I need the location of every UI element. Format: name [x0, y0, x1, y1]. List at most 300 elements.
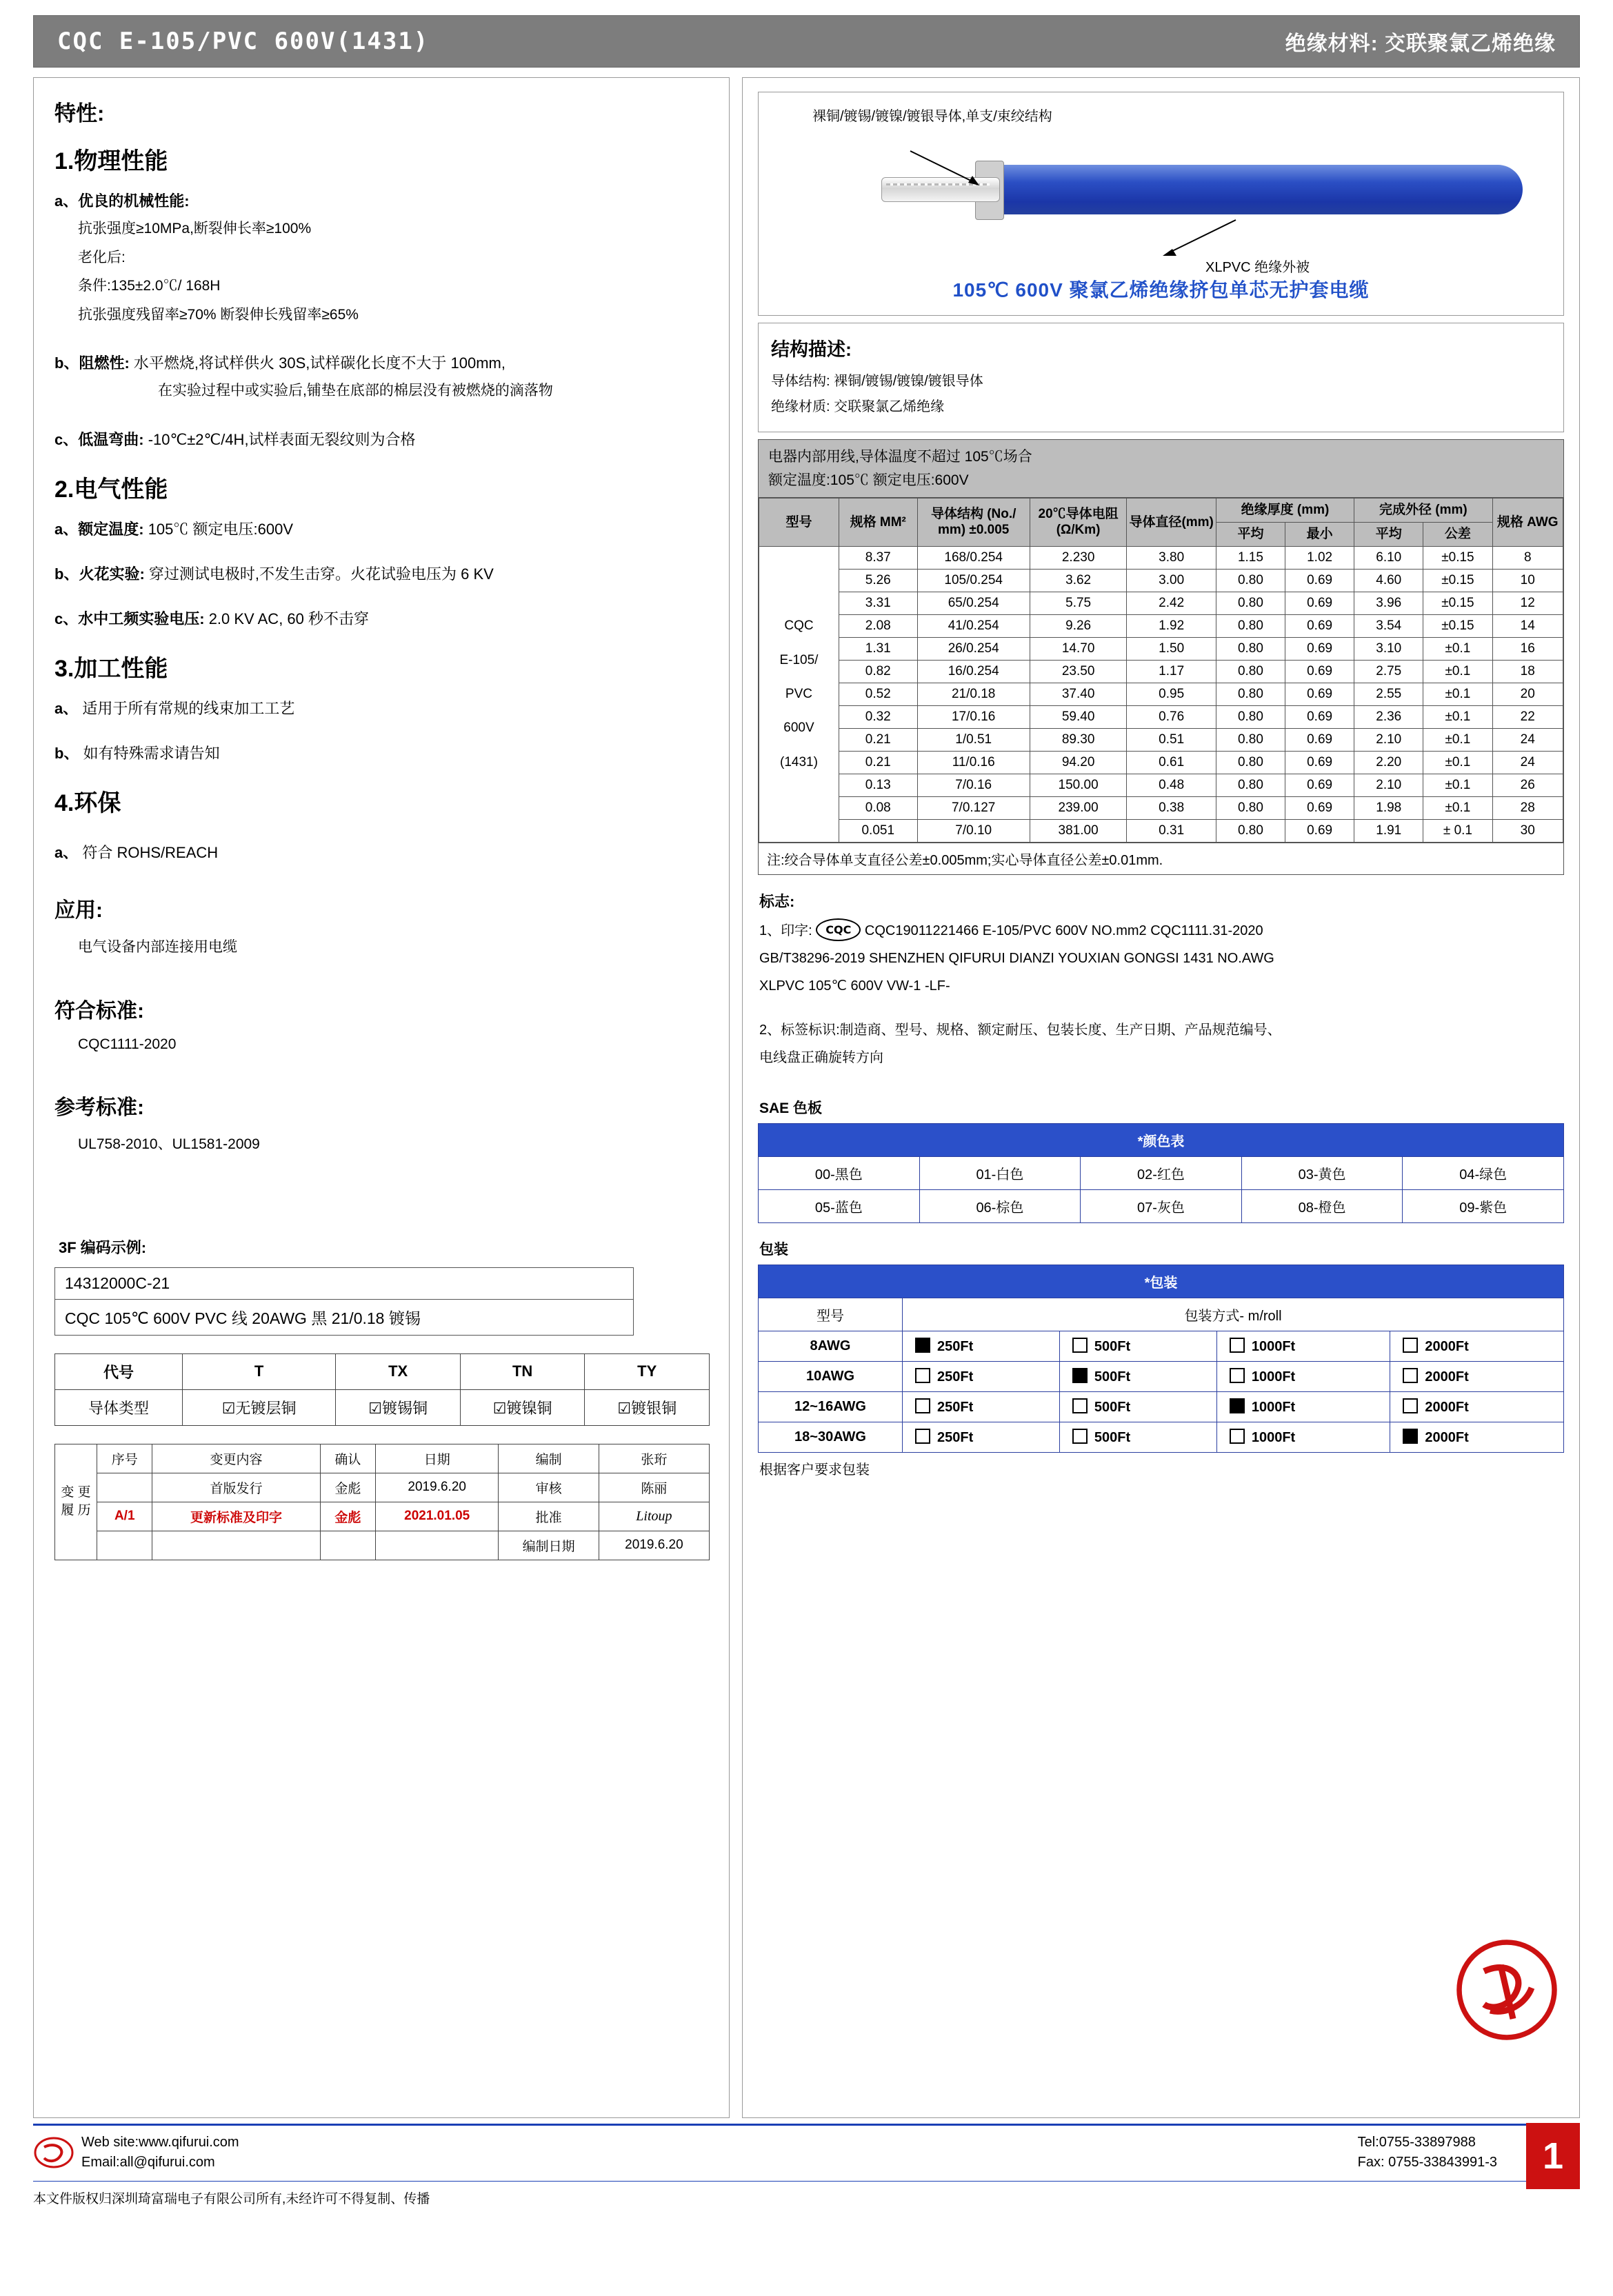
packaging-title: 包装	[759, 1241, 788, 1258]
spec-outer-avg: 2.36	[1354, 705, 1423, 728]
rev-blank-4	[376, 1531, 499, 1560]
table-row	[759, 1391, 1564, 1422]
footer-logo-icon	[33, 2136, 74, 2169]
spec-awg: 16	[1492, 637, 1563, 660]
packaging-option[interactable]: 500Ft	[1059, 1361, 1216, 1391]
spec-h-conductor: 导体结构 (No./ mm) ±0.005	[917, 499, 1030, 547]
footer-contact-right	[1358, 2133, 1497, 2173]
spec-conductor: 7/0.127	[917, 796, 1030, 819]
spec-outer-avg: 1.98	[1354, 796, 1423, 819]
spec-awg: 24	[1492, 728, 1563, 751]
table-row	[55, 1444, 710, 1473]
packaging-option[interactable]: 250Ft	[903, 1391, 1060, 1422]
structure-box	[758, 323, 1564, 432]
section-physical-title: 1.物理性能	[54, 148, 168, 174]
code-example-line1: 14312000C-21	[55, 1268, 633, 1300]
spec-diameter: 0.76	[1127, 705, 1216, 728]
processing-a	[54, 697, 711, 718]
table-row	[55, 1353, 710, 1389]
spec-outer-tol: ± 0.1	[1423, 819, 1492, 842]
spec-size: 0.52	[839, 683, 917, 705]
spec-thickness-avg: 0.80	[1216, 728, 1285, 751]
spec-table	[759, 498, 1563, 843]
environment-a-label: a、	[54, 843, 79, 861]
rev-header-no: 序号	[97, 1444, 152, 1473]
spec-diameter: 3.00	[1127, 569, 1216, 592]
spec-thickness-avg: 0.80	[1216, 614, 1285, 637]
rev-row1-no: A/1	[97, 1502, 152, 1531]
rev-blank-2	[152, 1531, 320, 1560]
code-header-1: T	[182, 1353, 335, 1389]
table-row	[55, 1389, 710, 1425]
environment-a	[54, 841, 711, 863]
left-column	[33, 77, 730, 2118]
spec-footnote: 注:绞合导体单支直径公差±0.005mm;实心导体直径公差±0.01mm.	[759, 843, 1563, 874]
rev-header-confirm: 确认	[320, 1444, 375, 1473]
packaging-option[interactable]: 1000Ft	[1216, 1331, 1390, 1361]
conductor-type-tn[interactable]: ☑镀镍铜	[460, 1389, 585, 1425]
packaging-option[interactable]: 2000Ft	[1390, 1331, 1564, 1361]
packaging-col-model: 型号	[759, 1298, 903, 1331]
spec-outer-avg: 4.60	[1354, 569, 1423, 592]
packaging-option[interactable]: 2000Ft	[1390, 1361, 1564, 1391]
spec-outer-avg: 2.75	[1354, 660, 1423, 683]
spec-resistance: 150.00	[1030, 774, 1127, 796]
sae-title: SAE 色板	[759, 1100, 823, 1116]
spec-resistance: 239.00	[1030, 796, 1127, 819]
spec-size: 8.37	[839, 546, 917, 569]
conductor-type-ty[interactable]: ☑镀银铜	[585, 1389, 710, 1425]
sae-color-02: 02-红色	[1081, 1156, 1242, 1189]
rev-last-role: 编制日期	[499, 1531, 599, 1560]
physical-a-line4: 抗张强度残留率≥70% 断裂伸长残留率≥65%	[78, 306, 359, 323]
spec-awg: 28	[1492, 796, 1563, 819]
table-header-row	[759, 1265, 1564, 1298]
spec-outer-avg: 3.10	[1354, 637, 1423, 660]
footer-website[interactable]: Web site:www.qifurui.com	[81, 2135, 239, 2150]
spec-size: 0.08	[839, 796, 917, 819]
marking-line5: 电线盘正确旋转方向	[759, 1049, 883, 1065]
section-processing-title: 3.加工性能	[54, 655, 168, 682]
packaging-option[interactable]: 2000Ft	[1390, 1391, 1564, 1422]
packaging-body	[759, 1331, 1564, 1452]
packaging-model: 12~16AWG	[759, 1391, 903, 1422]
spec-outer-avg: 2.55	[1354, 683, 1423, 705]
physical-c-label: c、低温弯曲:	[54, 430, 144, 448]
spec-resistance: 94.20	[1030, 751, 1127, 774]
spec-conductor: 21/0.18	[917, 683, 1030, 705]
table-row	[55, 1502, 710, 1531]
spec-outer-avg: 3.54	[1354, 614, 1423, 637]
spec-thickness-avg: 0.80	[1216, 660, 1285, 683]
reference-title: 参考标准:	[54, 1096, 144, 1119]
structure-title: 结构描述:	[771, 339, 852, 360]
marking-line1	[759, 918, 1564, 943]
spec-outer-avg: 1.91	[1354, 819, 1423, 842]
rev-last-date: 2019.6.20	[599, 1531, 709, 1560]
table-header-row	[759, 499, 1563, 523]
spec-resistance: 3.62	[1030, 569, 1127, 592]
spec-thickness-avg: 1.15	[1216, 546, 1285, 569]
spec-table-body	[759, 546, 1563, 842]
table-row	[759, 728, 1563, 751]
spec-diameter: 0.51	[1127, 728, 1216, 751]
spec-table-wrap	[758, 439, 1564, 875]
spec-h-avg2: 平均	[1354, 522, 1423, 546]
rev-row0-confirm: 金彪	[320, 1473, 375, 1502]
spec-outer-tol: ±0.1	[1423, 774, 1492, 796]
sae-color-09: 09-紫色	[1403, 1189, 1564, 1222]
table-row	[759, 774, 1563, 796]
spec-conductor: 11/0.16	[917, 751, 1030, 774]
table-row	[759, 819, 1563, 842]
footer-fax: Fax: 0755-33843991-3	[1357, 2155, 1497, 2170]
spec-outer-avg: 2.20	[1354, 751, 1423, 774]
marking-line3: XLPVC 105℃ 600V VW-1 -LF-	[759, 978, 950, 994]
environment-a-text: 符合 ROHS/REACH	[82, 843, 219, 861]
sae-color-05: 05-蓝色	[759, 1189, 920, 1222]
electrical-c	[54, 607, 711, 629]
sae-color-04: 04-绿色	[1403, 1156, 1564, 1189]
packaging-note: 根据客户要求包装	[759, 1462, 870, 1478]
spec-awg: 22	[1492, 705, 1563, 728]
spec-thickness-min: 0.69	[1285, 705, 1354, 728]
footer-contact-left	[33, 2133, 239, 2173]
table-header-row	[759, 1123, 1564, 1156]
packaging-option[interactable]: 1000Ft	[1216, 1422, 1390, 1452]
marking-line4: 2、标签标识:制造商、型号、规格、额定耐压、包装长度、生产日期、产品规范编号、	[759, 1022, 1281, 1038]
spec-thickness-avg: 0.80	[1216, 774, 1285, 796]
packaging-model: 18~30AWG	[759, 1422, 903, 1452]
reference-text: UL758-2010、UL1581-2009	[78, 1136, 260, 1152]
spec-thickness-avg: 0.80	[1216, 637, 1285, 660]
physical-c-text: -10℃±2℃/4H,试样表面无裂纹则为合格	[148, 430, 416, 448]
spec-size: 0.21	[839, 751, 917, 774]
sae-color-table	[758, 1123, 1564, 1223]
spec-h-min1: 最小	[1285, 522, 1354, 546]
sae-header: *颜色表	[759, 1123, 1564, 1156]
spec-thickness-min: 0.69	[1285, 569, 1354, 592]
table-row	[759, 546, 1563, 569]
spec-h-model: 型号	[759, 499, 839, 547]
rev-blank-3	[320, 1531, 375, 1560]
spec-h-resistance: 20℃导体电阻 (Ω/Km)	[1030, 499, 1127, 547]
code-header-3: TN	[460, 1353, 585, 1389]
spec-outer-tol: ±0.1	[1423, 728, 1492, 751]
electrical-b	[54, 563, 711, 584]
table-row	[759, 705, 1563, 728]
datasheet-page	[0, 15, 1613, 2296]
electrical-b-text: 穿过测试电极时,不发生击穿。火花试验电压为 6 KV	[148, 565, 494, 583]
cable-jacket	[985, 165, 1523, 214]
spec-diameter: 3.80	[1127, 546, 1216, 569]
application-title: 应用:	[54, 898, 103, 922]
cable-sheath-label: XLPVC 绝缘外被	[1205, 260, 1310, 275]
electrical-a	[54, 518, 711, 539]
spec-outer-tol: ±0.15	[1423, 614, 1492, 637]
spec-thickness-avg: 0.80	[1216, 819, 1285, 842]
spec-outer-tol: ±0.15	[1423, 592, 1492, 614]
right-column	[742, 77, 1580, 2118]
footer-copyright: 本文件版权归深圳琦富瑞电子有限公司所有,未经许可不得复制、传播	[33, 2181, 1580, 2207]
revision-history-table	[54, 1444, 710, 1560]
spec-awg: 14	[1492, 614, 1563, 637]
footer-email[interactable]: Email:all@qifurui.com	[81, 2155, 215, 2170]
sae-color-07: 07-灰色	[1081, 1189, 1242, 1222]
rev-row0-name: 陈丽	[599, 1473, 709, 1502]
table-row	[55, 1473, 710, 1502]
spec-conductor: 7/0.10	[917, 819, 1030, 842]
cable-conductor-label: 裸铜/镀锡/镀镍/镀银导体,单支/束绞结构	[812, 109, 1052, 124]
marking-line2: GB/T38296-2019 SHENZHEN QIFURUI DIANZI YOUXIAN GONGSI 1431 NO.AWG	[759, 950, 1274, 966]
code-header-4: TY	[585, 1353, 710, 1389]
table-row	[759, 796, 1563, 819]
spec-resistance: 14.70	[1030, 637, 1127, 660]
spec-awg: 10	[1492, 569, 1563, 592]
spec-outer-tol: ±0.1	[1423, 683, 1492, 705]
marking-print-label: 1、印字:	[759, 923, 812, 938]
packaging-model: 10AWG	[759, 1361, 903, 1391]
packaging-header: *包装	[759, 1265, 1564, 1298]
spec-resistance: 23.50	[1030, 660, 1127, 683]
spec-outer-avg: 2.10	[1354, 774, 1423, 796]
code-example-box	[54, 1267, 634, 1336]
spec-h-outer: 完成外径 (mm)	[1354, 499, 1492, 523]
processing-b-label: b、	[54, 744, 79, 762]
physical-c	[54, 428, 711, 450]
rev-row1-date: 2021.01.05	[376, 1502, 499, 1531]
sae-color-08: 08-橙色	[1241, 1189, 1403, 1222]
packaging-option[interactable]: 500Ft	[1059, 1391, 1216, 1422]
spec-h-tol2: 公差	[1423, 522, 1492, 546]
spec-resistance: 89.30	[1030, 728, 1127, 751]
packaging-option[interactable]: 1000Ft	[1216, 1361, 1390, 1391]
spec-model-cell: CQC E-105/ PVC 600V (1431)	[759, 546, 839, 842]
rev-row0-no	[97, 1473, 152, 1502]
conductor-type-t[interactable]: ☑无镀层铜	[182, 1389, 335, 1425]
cable-illustration-box	[758, 92, 1564, 316]
electrical-a-label: a、额定温度:	[54, 520, 144, 538]
spec-diameter: 1.17	[1127, 660, 1216, 683]
rev-row1-signature: Litoup	[599, 1502, 709, 1531]
processing-a-label: a、	[54, 699, 79, 717]
rev-header-content: 变更内容	[152, 1444, 320, 1473]
rev-row0-date: 2019.6.20	[376, 1473, 499, 1502]
sae-color-01: 01-白色	[919, 1156, 1081, 1189]
packaging-option[interactable]: 500Ft	[1059, 1331, 1216, 1361]
sae-color-06: 06-棕色	[919, 1189, 1081, 1222]
spec-size: 0.051	[839, 819, 917, 842]
sae-color-00: 00-黑色	[759, 1156, 920, 1189]
spec-outer-tol: ±0.1	[1423, 705, 1492, 728]
spec-size: 0.82	[839, 660, 917, 683]
packaging-option[interactable]: 250Ft	[903, 1331, 1060, 1361]
company-logo-icon	[1455, 1938, 1559, 2042]
spec-thickness-min: 0.69	[1285, 683, 1354, 705]
physical-a-line3: 条件:135±2.0℃/ 168H	[78, 278, 221, 294]
spec-diameter: 1.50	[1127, 637, 1216, 660]
spec-diameter: 0.48	[1127, 774, 1216, 796]
spec-outer-avg: 3.96	[1354, 592, 1423, 614]
processing-a-text: 适用于所有常规的线束加工工艺	[82, 699, 295, 717]
spec-thickness-min: 0.69	[1285, 819, 1354, 842]
spec-size: 0.32	[839, 705, 917, 728]
structure-conductor: 导体结构: 裸铜/镀锡/镀镍/镀银导体	[771, 374, 983, 389]
spec-thickness-min: 1.02	[1285, 546, 1354, 569]
table-row	[759, 660, 1563, 683]
packaging-option[interactable]: 2000Ft	[1390, 1422, 1564, 1452]
table-row	[759, 637, 1563, 660]
rev-row1-confirm: 金彪	[320, 1502, 375, 1531]
electrical-c-text: 2.0 KV AC, 60 秒不击穿	[208, 610, 369, 627]
page-number: 1	[1526, 2123, 1580, 2189]
spec-h-diameter: 导体直径(mm)	[1127, 499, 1216, 547]
rev-row0-role: 审核	[499, 1473, 599, 1502]
spec-thickness-min: 0.69	[1285, 774, 1354, 796]
packaging-col-mode: 包装方式- m/roll	[903, 1298, 1564, 1331]
spec-resistance: 2.230	[1030, 546, 1127, 569]
code-header-2: TX	[336, 1353, 461, 1389]
section-environment-title: 4.环保	[54, 789, 121, 816]
spec-awg: 30	[1492, 819, 1563, 842]
spec-awg: 20	[1492, 683, 1563, 705]
spec-diameter: 1.92	[1127, 614, 1216, 637]
application-text: 电气设备内部连接用电缆	[78, 938, 237, 955]
spec-conductor: 7/0.16	[917, 774, 1030, 796]
footer-row	[33, 2133, 1580, 2177]
code-example-line2: CQC 105℃ 600V PVC 线 20AWG 黑 21/0.18 镀锡	[65, 1309, 421, 1327]
spec-note-top	[759, 440, 1563, 498]
spec-size: 3.31	[839, 592, 917, 614]
rev-header-role: 编制	[499, 1444, 599, 1473]
table-row	[759, 1422, 1564, 1452]
electrical-c-label: c、水中工频实验电压:	[54, 610, 205, 627]
table-row	[759, 1361, 1564, 1391]
spec-diameter: 0.31	[1127, 819, 1216, 842]
spec-conductor: 26/0.254	[917, 637, 1030, 660]
spec-thickness-avg: 0.80	[1216, 751, 1285, 774]
spec-note-line2: 额定温度:105℃ 额定电压:600V	[768, 472, 969, 488]
footer-tel: Tel:0755-33897988	[1357, 2135, 1476, 2150]
structure-insulation: 绝缘材质: 交联聚氯乙烯绝缘	[771, 399, 945, 414]
spec-outer-tol: ±0.15	[1423, 546, 1492, 569]
conductor-type-tx[interactable]: ☑镀锡铜	[336, 1389, 461, 1425]
packaging-option[interactable]: 1000Ft	[1216, 1391, 1390, 1422]
cqc-badge-icon: CQC	[816, 918, 861, 941]
physical-a-line2: 老化后:	[78, 249, 126, 265]
spec-awg: 24	[1492, 751, 1563, 774]
spec-thickness-avg: 0.80	[1216, 569, 1285, 592]
table-row	[759, 592, 1563, 614]
arrow-sheath-icon	[1157, 216, 1240, 257]
spec-conductor: 105/0.254	[917, 569, 1030, 592]
marking-title: 标志:	[759, 892, 795, 910]
spec-resistance: 59.40	[1030, 705, 1127, 728]
spec-diameter: 0.38	[1127, 796, 1216, 819]
spec-size: 1.31	[839, 637, 917, 660]
table-row	[759, 1156, 1564, 1189]
spec-thickness-avg: 0.80	[1216, 592, 1285, 614]
spec-thickness-avg: 0.80	[1216, 796, 1285, 819]
spec-size: 0.13	[839, 774, 917, 796]
rev-row1-role: 批准	[499, 1502, 599, 1531]
spec-thickness-min: 0.69	[1285, 592, 1354, 614]
spec-conductor: 168/0.254	[917, 546, 1030, 569]
spec-thickness-min: 0.69	[1285, 637, 1354, 660]
table-row	[759, 683, 1563, 705]
table-row	[55, 1531, 710, 1560]
spec-outer-avg: 6.10	[1354, 546, 1423, 569]
conductor-type-table	[54, 1353, 710, 1426]
spec-thickness-min: 0.69	[1285, 751, 1354, 774]
physical-b-text: 水平燃烧,将试样供火 30S,试样碳化长度不大于 100mm,	[133, 354, 505, 372]
spec-conductor: 65/0.254	[917, 592, 1030, 614]
packaging-option[interactable]: 250Ft	[903, 1361, 1060, 1391]
content-columns	[33, 77, 1580, 2118]
spec-resistance: 9.26	[1030, 614, 1127, 637]
marking-print-text: CQC19011221466 E-105/PVC 600V NO.mm2 CQC1111.31-2020	[864, 923, 1263, 938]
spec-outer-tol: ±0.1	[1423, 660, 1492, 683]
arrow-conductor-icon	[908, 148, 983, 187]
table-row	[759, 614, 1563, 637]
spec-outer-tol: ±0.1	[1423, 751, 1492, 774]
spec-diameter: 2.42	[1127, 592, 1216, 614]
packaging-model: 8AWG	[759, 1331, 903, 1361]
spec-resistance: 381.00	[1030, 819, 1127, 842]
spec-conductor: 1/0.51	[917, 728, 1030, 751]
spec-size: 0.21	[839, 728, 917, 751]
rev-row0-content: 首版发行	[152, 1473, 320, 1502]
physical-b-label: b、阻燃性:	[54, 354, 130, 372]
physical-a-label: a、优良的机械性能:	[54, 192, 190, 210]
spec-awg: 12	[1492, 592, 1563, 614]
spec-thickness-avg: 0.80	[1216, 705, 1285, 728]
rev-header-name: 张珩	[599, 1444, 709, 1473]
table-header-row	[759, 1298, 1564, 1331]
packaging-table	[758, 1265, 1564, 1453]
spec-outer-avg: 2.10	[1354, 728, 1423, 751]
section-electrical-title: 2.电气性能	[54, 476, 168, 503]
page-footer	[33, 2124, 1580, 2207]
spec-thickness-min: 0.69	[1285, 660, 1354, 683]
packaging-option[interactable]: 250Ft	[903, 1422, 1060, 1452]
physical-a-line1: 抗张强度≥10MPa,断裂伸长率≥100%	[78, 221, 312, 236]
sae-color-03: 03-黄色	[1241, 1156, 1403, 1189]
electrical-b-label: b、火花实验:	[54, 565, 145, 583]
table-row	[759, 1189, 1564, 1222]
physical-b-text2: 在实验过程中或实验后,铺垫在底部的棉层没有被燃烧的滴落物	[158, 383, 553, 399]
rev-row1-content: 更新标准及印字	[152, 1502, 320, 1531]
spec-outer-tol: ±0.1	[1423, 637, 1492, 660]
spec-note-line1: 电器内部用线,导体温度不超过 105℃场合	[768, 449, 1032, 465]
spec-h-awg: 规格 AWG	[1492, 499, 1563, 547]
characteristics-title: 特性:	[54, 101, 105, 125]
spec-h-avg1: 平均	[1216, 522, 1285, 546]
page-header	[33, 15, 1580, 68]
standard-title: 符合标准:	[54, 999, 144, 1023]
standard-text: CQC1111-2020	[78, 1036, 177, 1052]
spec-conductor: 16/0.254	[917, 660, 1030, 683]
spec-conductor: 17/0.16	[917, 705, 1030, 728]
packaging-option[interactable]: 500Ft	[1059, 1422, 1216, 1452]
table-row	[759, 1331, 1564, 1361]
header-product-code: CQC E-105/PVC 600V(1431)	[57, 28, 430, 55]
spec-outer-tol: ±0.15	[1423, 569, 1492, 592]
spec-awg: 18	[1492, 660, 1563, 683]
code-header-0: 代号	[55, 1353, 183, 1389]
rev-blank-1	[97, 1531, 152, 1560]
spec-diameter: 0.61	[1127, 751, 1216, 774]
